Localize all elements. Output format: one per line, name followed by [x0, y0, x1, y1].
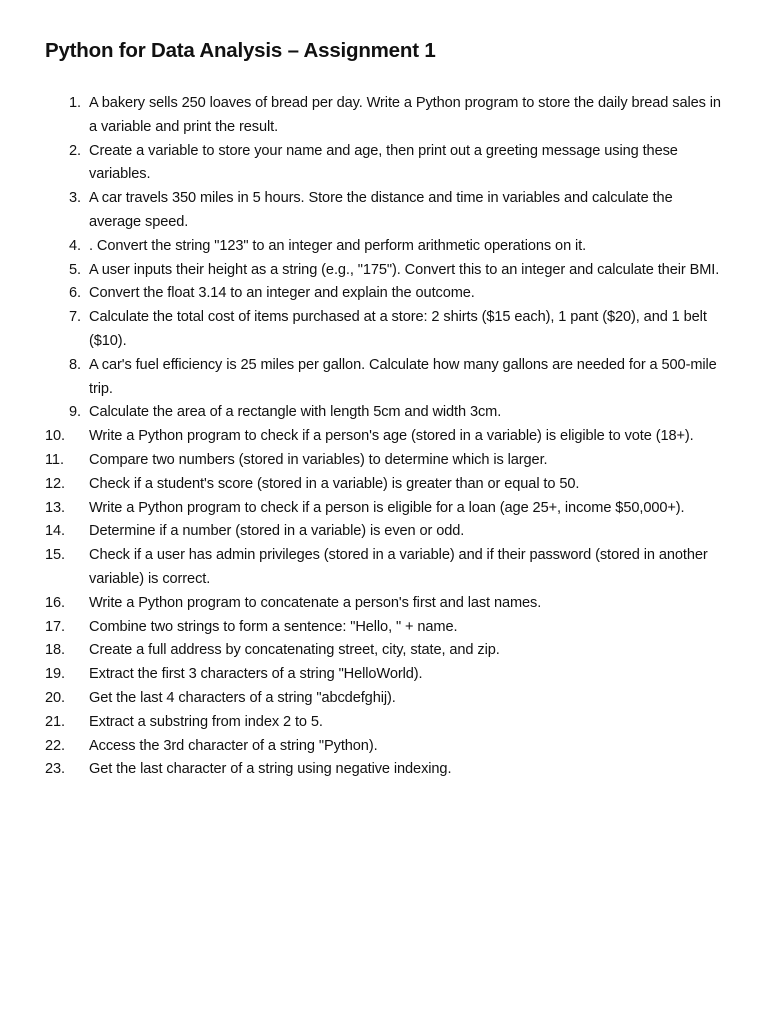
question-item: [45, 473, 725, 497]
question-number: 20.: [45, 689, 65, 706]
question-number: 11.: [45, 451, 64, 468]
question-number: 12.: [45, 475, 65, 492]
question-item: [45, 354, 725, 402]
question-number: 13.: [45, 499, 65, 516]
question-item: [45, 449, 725, 473]
question-item: [45, 497, 725, 521]
question-list: [45, 92, 725, 782]
question-item: [45, 425, 725, 449]
question-text: Write a Python program to concatenate a person's first and last names.: [89, 594, 542, 611]
question-number: 23.: [45, 761, 65, 778]
question-item: [45, 520, 725, 544]
question-item: [45, 758, 725, 782]
question-item: [45, 92, 725, 140]
question-text: Access the 3rd character of a string "Python).: [89, 737, 378, 754]
question-item: [45, 639, 725, 663]
question-number: 7.: [69, 309, 81, 326]
question-item: [45, 687, 725, 711]
question-number: 2.: [69, 142, 81, 159]
question-item: [45, 306, 725, 354]
question-number: 1.: [69, 95, 81, 111]
question-number: 3.: [69, 190, 81, 207]
question-text: Get the last character of a string using negative indexing.: [89, 761, 452, 778]
question-number: 5.: [69, 261, 81, 278]
question-text: A car travels 350 miles in 5 hours. Store the distance and time in variables and calculate the average speed.: [89, 190, 673, 230]
question-number: 8.: [69, 356, 81, 373]
question-number: 6.: [69, 285, 81, 302]
question-text: Create a full address by concatenating street, city, state, and zip.: [89, 642, 500, 659]
question-text: Get the last 4 characters of a string "abcdefghij).: [89, 689, 396, 706]
question-text: Check if a student's score (stored in a variable) is greater than or equal to 50.: [89, 475, 580, 492]
question-number: 17.: [45, 618, 65, 635]
question-text: Combine two strings to form a sentence: "Hello, " + name.: [89, 618, 458, 635]
question-text: Extract the first 3 characters of a string "HelloWorld).: [89, 666, 423, 683]
question-item: [45, 282, 725, 306]
question-text: A user inputs their height as a string (e.g., "175"). Convert this to an integer and calculate their BMI.: [89, 261, 720, 278]
question-number: 10.: [45, 428, 65, 445]
question-text: Convert the float 3.14 to an integer and explain the outcome.: [89, 285, 475, 302]
question-item: [45, 235, 725, 259]
question-text: A car's fuel efficiency is 25 miles per gallon. Calculate how many gallons are needed for a 500-mile trip.: [89, 356, 717, 397]
question-number: 9.: [69, 404, 81, 421]
document-title: Python for Data Analysis – Assignment 1: [45, 39, 436, 62]
question-number: 22.: [45, 737, 65, 754]
question-item: [45, 259, 725, 283]
question-text: Write a Python program to check if a person is eligible for a loan (age 25+, income $50,000+).: [89, 499, 685, 516]
question-item: [45, 735, 725, 759]
question-item: [45, 187, 725, 235]
question-text: Calculate the area of a rectangle with length 5cm and width 3cm.: [89, 404, 502, 421]
question-number: 15.: [45, 547, 65, 564]
question-item: [45, 140, 725, 188]
question-number: 16.: [45, 594, 65, 611]
question-item: [45, 544, 725, 592]
question-text: Check if a user has admin privileges (stored in a variable) and if their password (stored in another variable) is correct.: [89, 547, 708, 587]
question-text: Determine if a number (stored in a variable) is even or odd.: [89, 523, 465, 540]
question-item: [45, 711, 725, 735]
question-text: A bakery sells 250 loaves of bread per day. Write a Python program to store the daily bread sales in a variable and print the result.: [89, 95, 721, 135]
question-number: 19.: [45, 666, 65, 683]
question-item: [45, 663, 725, 687]
question-number: 18.: [45, 642, 65, 659]
question-text: Write a Python program to check if a person's age (stored in a variable) is eligible to vote (18+).: [89, 428, 694, 445]
question-number: 21.: [45, 713, 65, 730]
question-item: [45, 616, 725, 640]
question-text: Compare two numbers (stored in variables) to determine which is larger.: [89, 451, 548, 468]
question-text: . Convert the string "123" to an integer and perform arithmetic operations on it.: [89, 237, 587, 254]
question-text: Extract a substring from index 2 to 5.: [89, 713, 323, 730]
question-text: Calculate the total cost of items purchased at a store: 2 shirts ($15 each), 1 pant ($20), and 1 belt ($10).: [89, 309, 707, 349]
question-item: [45, 592, 725, 616]
question-number: 14.: [45, 523, 65, 540]
question-item: [45, 401, 725, 425]
question-number: 4.: [69, 237, 81, 254]
question-text: Create a variable to store your name and age, then print out a greeting message using these variables.: [89, 142, 678, 183]
